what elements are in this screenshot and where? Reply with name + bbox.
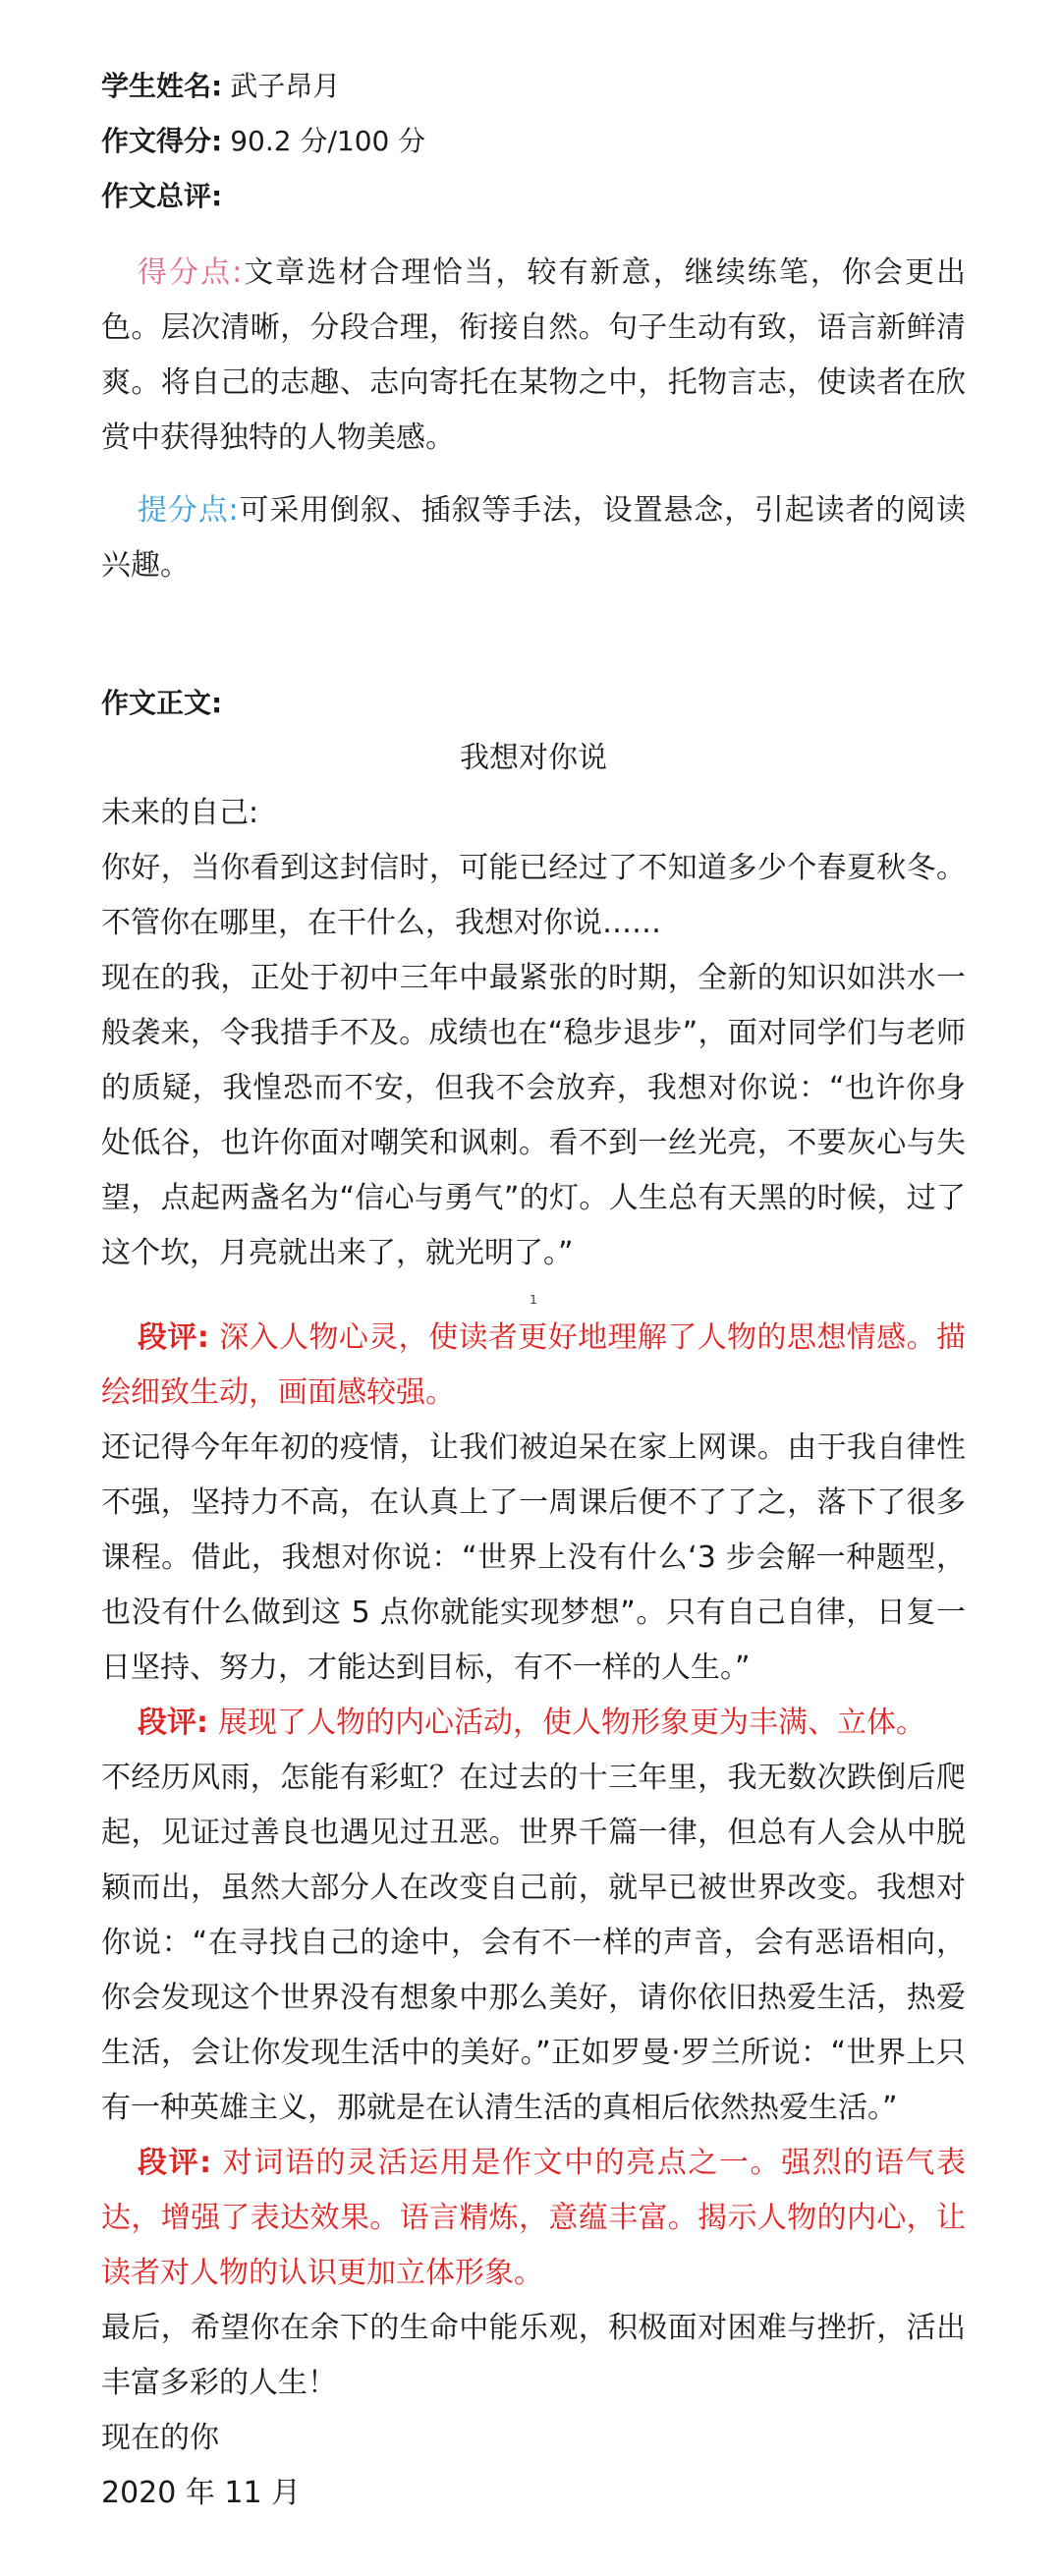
essay-date: 2020 年 11 月: [101, 2476, 302, 2510]
essay-salutation: 未来的自己:: [101, 796, 259, 830]
page-number: 1: [530, 1293, 537, 1307]
paragraph-comment-1: [101, 1311, 966, 1421]
student-name-label: 学生姓名:: [101, 70, 223, 102]
strengths-text: 文章选材合理恰当，较有新意，继续练笔，你会更出色。层次清晰，分段合理，衔接自然。句子生动有致，语言新鲜清爽。将自己的志趣、志向寄托在某物之中，托物言志，使读者在欣赏中获得独特的人物美感。: [101, 255, 967, 455]
essay-paragraph-5: 最后，希望你在余下的生命中能乐观，积极面对困难与挫折，活出丰富多彩的人生！: [101, 2311, 966, 2400]
essay-paragraph-3: 还记得今年年初的疫情，让我们被迫呆在家上网课。由于我自律性不强，坚持力不高，在认真上了一周课后便不了了之，落下了很多课程。借此，我想对你说：“世界上没有什么‘3 步会解一种题型，也没有什么做到这 5 点你就能实现梦想”。只有自己自律，日复一日坚持、努力，才能达到目标，有不一样的人生。”: [101, 1430, 966, 1685]
essay-signature: 现在的你: [101, 2421, 219, 2455]
strengths-label: 得分点:: [138, 255, 243, 290]
student-name-row: [101, 59, 966, 114]
overall-review-label: 作文总评:: [101, 180, 223, 212]
essay-paragraph-4: 不经历风雨，怎能有彩虹？在过去的十三年里，我无数次跌倒后爬起，见证过善良也遇见过丑恶。世界千篇一律，但总有人会从中脱颖而出，虽然大部分人在改变自己前，就早已被世界改变。我想对你说：“在寻找自己的途中，会有不一样的声音，会有恶语相向，你会发现这个世界没有想象中那么美好，请你依旧热爱生活，热爱生活，会让你发现生活中的美好。”正如罗曼·罗兰所说：“世界上只有一种英雄主义，那就是在认清生活的真相后依然热爱生活。”: [101, 1761, 966, 2125]
essay-body-label: 作文正文:: [101, 687, 223, 719]
improvement-text: 可采用倒叙、插叙等手法，设置悬念，引起读者的阅读兴趣。: [101, 493, 967, 583]
spacer: [101, 224, 966, 246]
paragraph-comment-2: [101, 1696, 966, 1751]
paragraph-comment-label: 段评:: [138, 2146, 212, 2180]
improvement-label: 提分点:: [138, 493, 239, 528]
strengths-paragraph: [101, 246, 966, 466]
paragraph-comment-text: 展现了人物的内心活动，使人物形象更为丰满、立体。: [218, 1706, 925, 1740]
improvement-paragraph: [101, 483, 966, 593]
paragraph-comment-label: 段评:: [138, 1320, 209, 1355]
spacer: [101, 593, 966, 676]
essay-paragraph-2: 现在的我，正处于初中三年中最紧张的时期，全新的知识如洪水一般袭来，令我措手不及。成绩也在“稳步退步”，面对同学们与老师的质疑，我惶恐而不安，但我不会放弃，我想对你说：“也许你身处低谷，也许你面对嘲笑和讽刺。看不到一丝光亮，不要灰心与失望，点起两盏名为“信心与勇气”的灯。人生总有天黑的时候，过了这个坎，月亮就出来了，就光明了。”: [101, 961, 966, 1270]
paragraph-comment-3: [101, 2136, 966, 2301]
paragraph-comment-text: 深入人物心灵，使读者更好地理解了人物的思想情感。描绘细致生动，画面感较强。: [101, 1320, 966, 1410]
score-label: 作文得分:: [101, 125, 223, 157]
paragraph-comment-label: 段评:: [138, 1706, 208, 1740]
essay-document: [101, 59, 966, 2521]
essay-body-heading: [101, 676, 966, 731]
student-name-value: 武子昂月: [230, 70, 341, 102]
score-row: [101, 114, 966, 169]
score-value: 90.2 分/100 分: [230, 125, 426, 157]
paragraph-comment-text: 对词语的灵活运用是作文中的亮点之一。强烈的语气表达，增强了表达效果。语言精炼，意蕴丰富。揭示人物的内心，让读者对人物的认识更加立体形象。: [101, 2146, 967, 2290]
essay-paragraph-1: 你好，当你看到这封信时，可能已经过了不知道多少个春夏秋冬。不管你在哪里，在干什么，我想对你说……: [101, 851, 966, 940]
spacer: [101, 466, 966, 483]
overall-review-heading: [101, 169, 966, 224]
essay-title: 我想对你说: [460, 741, 607, 775]
